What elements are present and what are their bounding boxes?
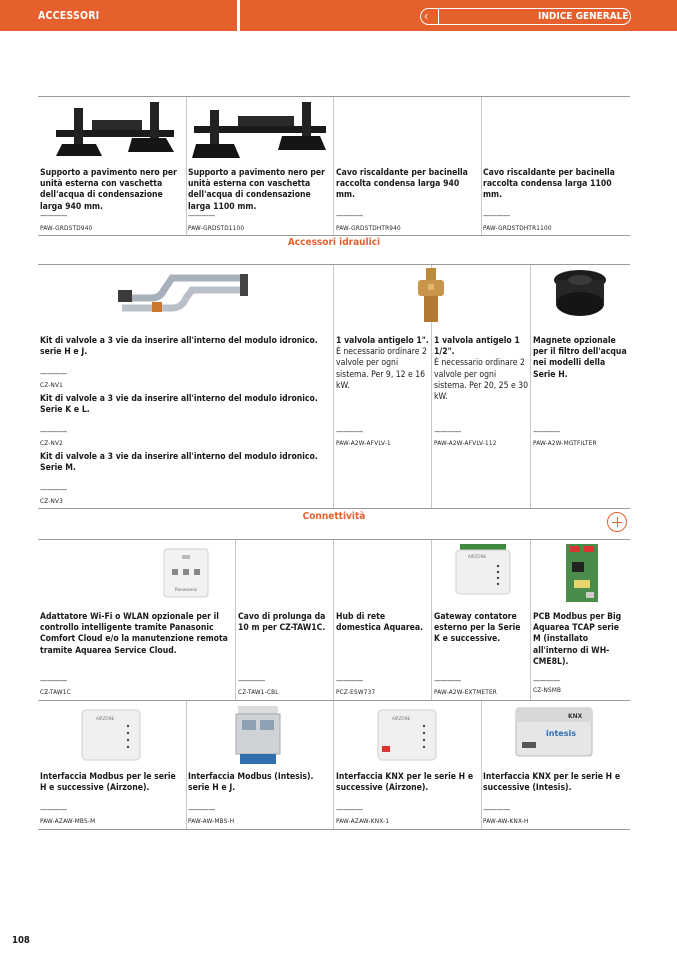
- three-way-valve-kit-image: [112, 268, 257, 316]
- row-divider: [38, 700, 630, 701]
- product-cell: [40, 168, 184, 213]
- row-divider: [38, 235, 630, 236]
- product-code: PAW-AW-KNX-H: [483, 817, 529, 825]
- product-code: PAW-GRDSTDHTR940: [336, 224, 401, 232]
- row-divider: [38, 508, 630, 509]
- product-title: Supporto a pavimento nero per unità esterna con vaschetta dell'acqua di condensazione larga 940 mm.: [40, 168, 177, 212]
- product-cell: [434, 612, 529, 646]
- product-cell: [483, 772, 629, 794]
- section-title: ACCESSORI: [38, 10, 100, 22]
- dash-separator: ————: [40, 676, 67, 685]
- column-divider: [333, 97, 334, 235]
- modbus-intesis-image: [232, 704, 284, 766]
- product-code: PAW-AW-MBS-H: [188, 817, 235, 825]
- product-title: PCB Modbus per Big Aquarea TCAP serie M (installato all'interno di WH-CME8L).: [533, 612, 622, 667]
- product-code: PAW-A2W-AFVLV-1: [336, 439, 391, 447]
- dash-separator: ————: [40, 427, 67, 436]
- header-left-band: [0, 0, 237, 31]
- product-code: PAW-GRDSTDHTR1100: [483, 224, 552, 232]
- wifi-adapter-image: [160, 545, 212, 601]
- product-cell: [336, 612, 430, 634]
- product-title: Cavo di prolunga da 10 m per CZ-TAW1C.: [238, 612, 326, 634]
- product-title: Kit di valvole a 3 vie da inserire all'interno del modulo idronico. serie H e J.: [40, 336, 318, 358]
- index-button-divider: [438, 8, 439, 25]
- header-right-band: [240, 0, 677, 31]
- column-divider: [530, 265, 531, 508]
- dash-separator: ————: [434, 676, 461, 685]
- product-title: Kit di valvole a 3 vie da inserire all'interno del modulo idronico. Serie M.: [40, 452, 318, 474]
- product-title: Interfaccia KNX per le serie H e successive (Airzone).: [336, 772, 474, 794]
- product-title: Interfaccia Modbus (Intesis). serie H e J.: [188, 772, 314, 794]
- product-code: PAW-AZAW-MBS-M: [40, 817, 96, 825]
- product-cell: [238, 612, 332, 634]
- column-divider: [431, 540, 432, 700]
- product-title: Hub di rete domestica Aquarea.: [336, 612, 424, 634]
- product-code: PAW-AZAW-KNX-1: [336, 817, 390, 825]
- column-divider: [186, 701, 187, 829]
- product-cell: [188, 772, 332, 794]
- product-title: Interfaccia Modbus per le serie H e successive (Airzone).: [40, 772, 176, 794]
- product-cell: [40, 772, 184, 794]
- floor-stand-940-image: [52, 100, 180, 164]
- dash-separator: ————: [336, 676, 363, 685]
- row-divider: [38, 96, 630, 97]
- product-cell: [336, 336, 430, 392]
- dash-separator: ————: [40, 211, 67, 220]
- product-title: 1 valvola antigelo 1".: [336, 336, 429, 346]
- product-title: Supporto a pavimento nero per unità esterna con vaschetta dell'acqua di condensazione larga 1100 mm.: [188, 168, 325, 212]
- dash-separator: ————: [188, 211, 215, 220]
- product-cell: [336, 772, 480, 794]
- row-divider: [38, 539, 630, 540]
- floor-stand-1100-image: [190, 100, 330, 164]
- modbus-airzone-image: [78, 706, 144, 764]
- modbus-pcb-image: [562, 542, 602, 604]
- knx-airzone-image: [374, 706, 440, 764]
- product-description: È necessario ordinare 2 valvole per ogni sistema. Per 9, 12 e 16 kW.: [336, 347, 427, 391]
- column-divider: [530, 540, 531, 700]
- section-heading-connectivity: Connettività: [302, 511, 366, 522]
- dash-separator: ————: [40, 485, 67, 494]
- page-number: 108: [12, 935, 30, 946]
- column-divider: [481, 701, 482, 829]
- product-code: CZ-NSMB: [533, 686, 562, 694]
- product-code: PAW-GRDSTD940: [40, 224, 93, 232]
- product-code: PAW-A2W-EXTMETER: [434, 688, 497, 696]
- row-divider: [38, 829, 630, 830]
- plus-icon[interactable]: [607, 512, 627, 532]
- dash-separator: ————: [533, 676, 560, 685]
- product-title: Adattatore Wi-Fi o WLAN opzionale per il controllo intelligente tramite Panasonic Comfort Cloud e/o la manutenzione remota tramite Aquarea Service Cloud.: [40, 612, 228, 656]
- row-divider: [38, 264, 630, 265]
- knx-intesis-image: [512, 702, 596, 760]
- product-title: Cavo riscaldante per bacinella raccolta condensa larga 1100 mm.: [483, 168, 615, 201]
- magnet-filter-image: [548, 266, 612, 320]
- product-cell: [40, 452, 330, 474]
- product-cell: [40, 394, 330, 416]
- dash-separator: ————: [40, 369, 67, 378]
- product-cell: [336, 168, 480, 202]
- dash-separator: ————: [40, 805, 67, 814]
- gateway-meter-image: [452, 542, 514, 598]
- column-divider: [235, 540, 236, 700]
- intesis-logo-text: intesis: [546, 729, 576, 738]
- product-code: CZ-NV2: [40, 439, 64, 447]
- product-cell: [188, 168, 332, 213]
- section-heading-hydraulic: Accessori idraulici: [287, 237, 381, 248]
- dash-separator: ————: [434, 427, 461, 436]
- product-description: È necessario ordinare 2 valvole per ogni sistema. Per 20, 25 e 30 kW.: [434, 358, 529, 403]
- chevron-left-icon[interactable]: ‹: [424, 9, 429, 23]
- product-code: CZ-TAW1C: [40, 688, 71, 696]
- column-divider: [333, 540, 334, 700]
- antifreeze-valve-1-image: [414, 266, 448, 326]
- dash-separator: ————: [188, 805, 215, 814]
- column-divider: [186, 97, 187, 235]
- product-title: Interfaccia KNX per le serie H e successive (Intesis).: [483, 772, 621, 794]
- product-cell: [533, 336, 629, 381]
- product-code: PAW-A2W-AFVLV-112: [434, 439, 497, 447]
- product-code: CZ-TAW1-CBL: [238, 688, 279, 696]
- product-title: Magnete opzionale per il filtro dell'acqua nei modelli della Serie H.: [533, 336, 627, 380]
- airzone-logo-text: AIRZONE: [468, 554, 487, 559]
- product-cell: [483, 168, 629, 202]
- product-code: PAW-A2W-MGTFILTER: [533, 439, 597, 447]
- product-cell: [40, 336, 330, 358]
- product-code: PAW-GRDSTD1100: [188, 224, 245, 232]
- dash-separator: ————: [533, 427, 560, 436]
- product-cell: [533, 612, 629, 668]
- product-title: Cavo riscaldante per bacinella raccolta condensa larga 940 mm.: [336, 168, 468, 201]
- product-title: Gateway contatore esterno per la Serie K e successive.: [434, 612, 521, 645]
- column-divider: [481, 97, 482, 235]
- panasonic-logo-text: Panasonic: [174, 588, 198, 593]
- dash-separator: ————: [238, 676, 265, 685]
- column-divider: [333, 701, 334, 829]
- dash-separator: ————: [483, 211, 510, 220]
- airzone-logo-text: AIRZONE: [96, 716, 115, 721]
- product-cell: [434, 336, 528, 403]
- product-code: CZ-NV1: [40, 381, 64, 389]
- airzone-logo-text: AIRZONE: [392, 716, 411, 721]
- product-title: Kit di valvole a 3 vie da inserire all'interno del modulo idronico. Serie K e L.: [40, 394, 318, 416]
- knx-logo-text: KNX: [568, 713, 583, 720]
- product-cell: [40, 612, 233, 657]
- dash-separator: ————: [336, 211, 363, 220]
- product-code: PCZ-ESW737: [336, 688, 376, 696]
- dash-separator: ————: [336, 805, 363, 814]
- dash-separator: ————: [483, 805, 510, 814]
- product-code: CZ-NV3: [40, 497, 64, 505]
- product-title: 1 valvola antigelo 1 1/2".: [434, 336, 520, 358]
- index-button-label[interactable]: INDICE GENERALE: [538, 11, 629, 22]
- dash-separator: ————: [336, 427, 363, 436]
- column-divider: [333, 265, 334, 508]
